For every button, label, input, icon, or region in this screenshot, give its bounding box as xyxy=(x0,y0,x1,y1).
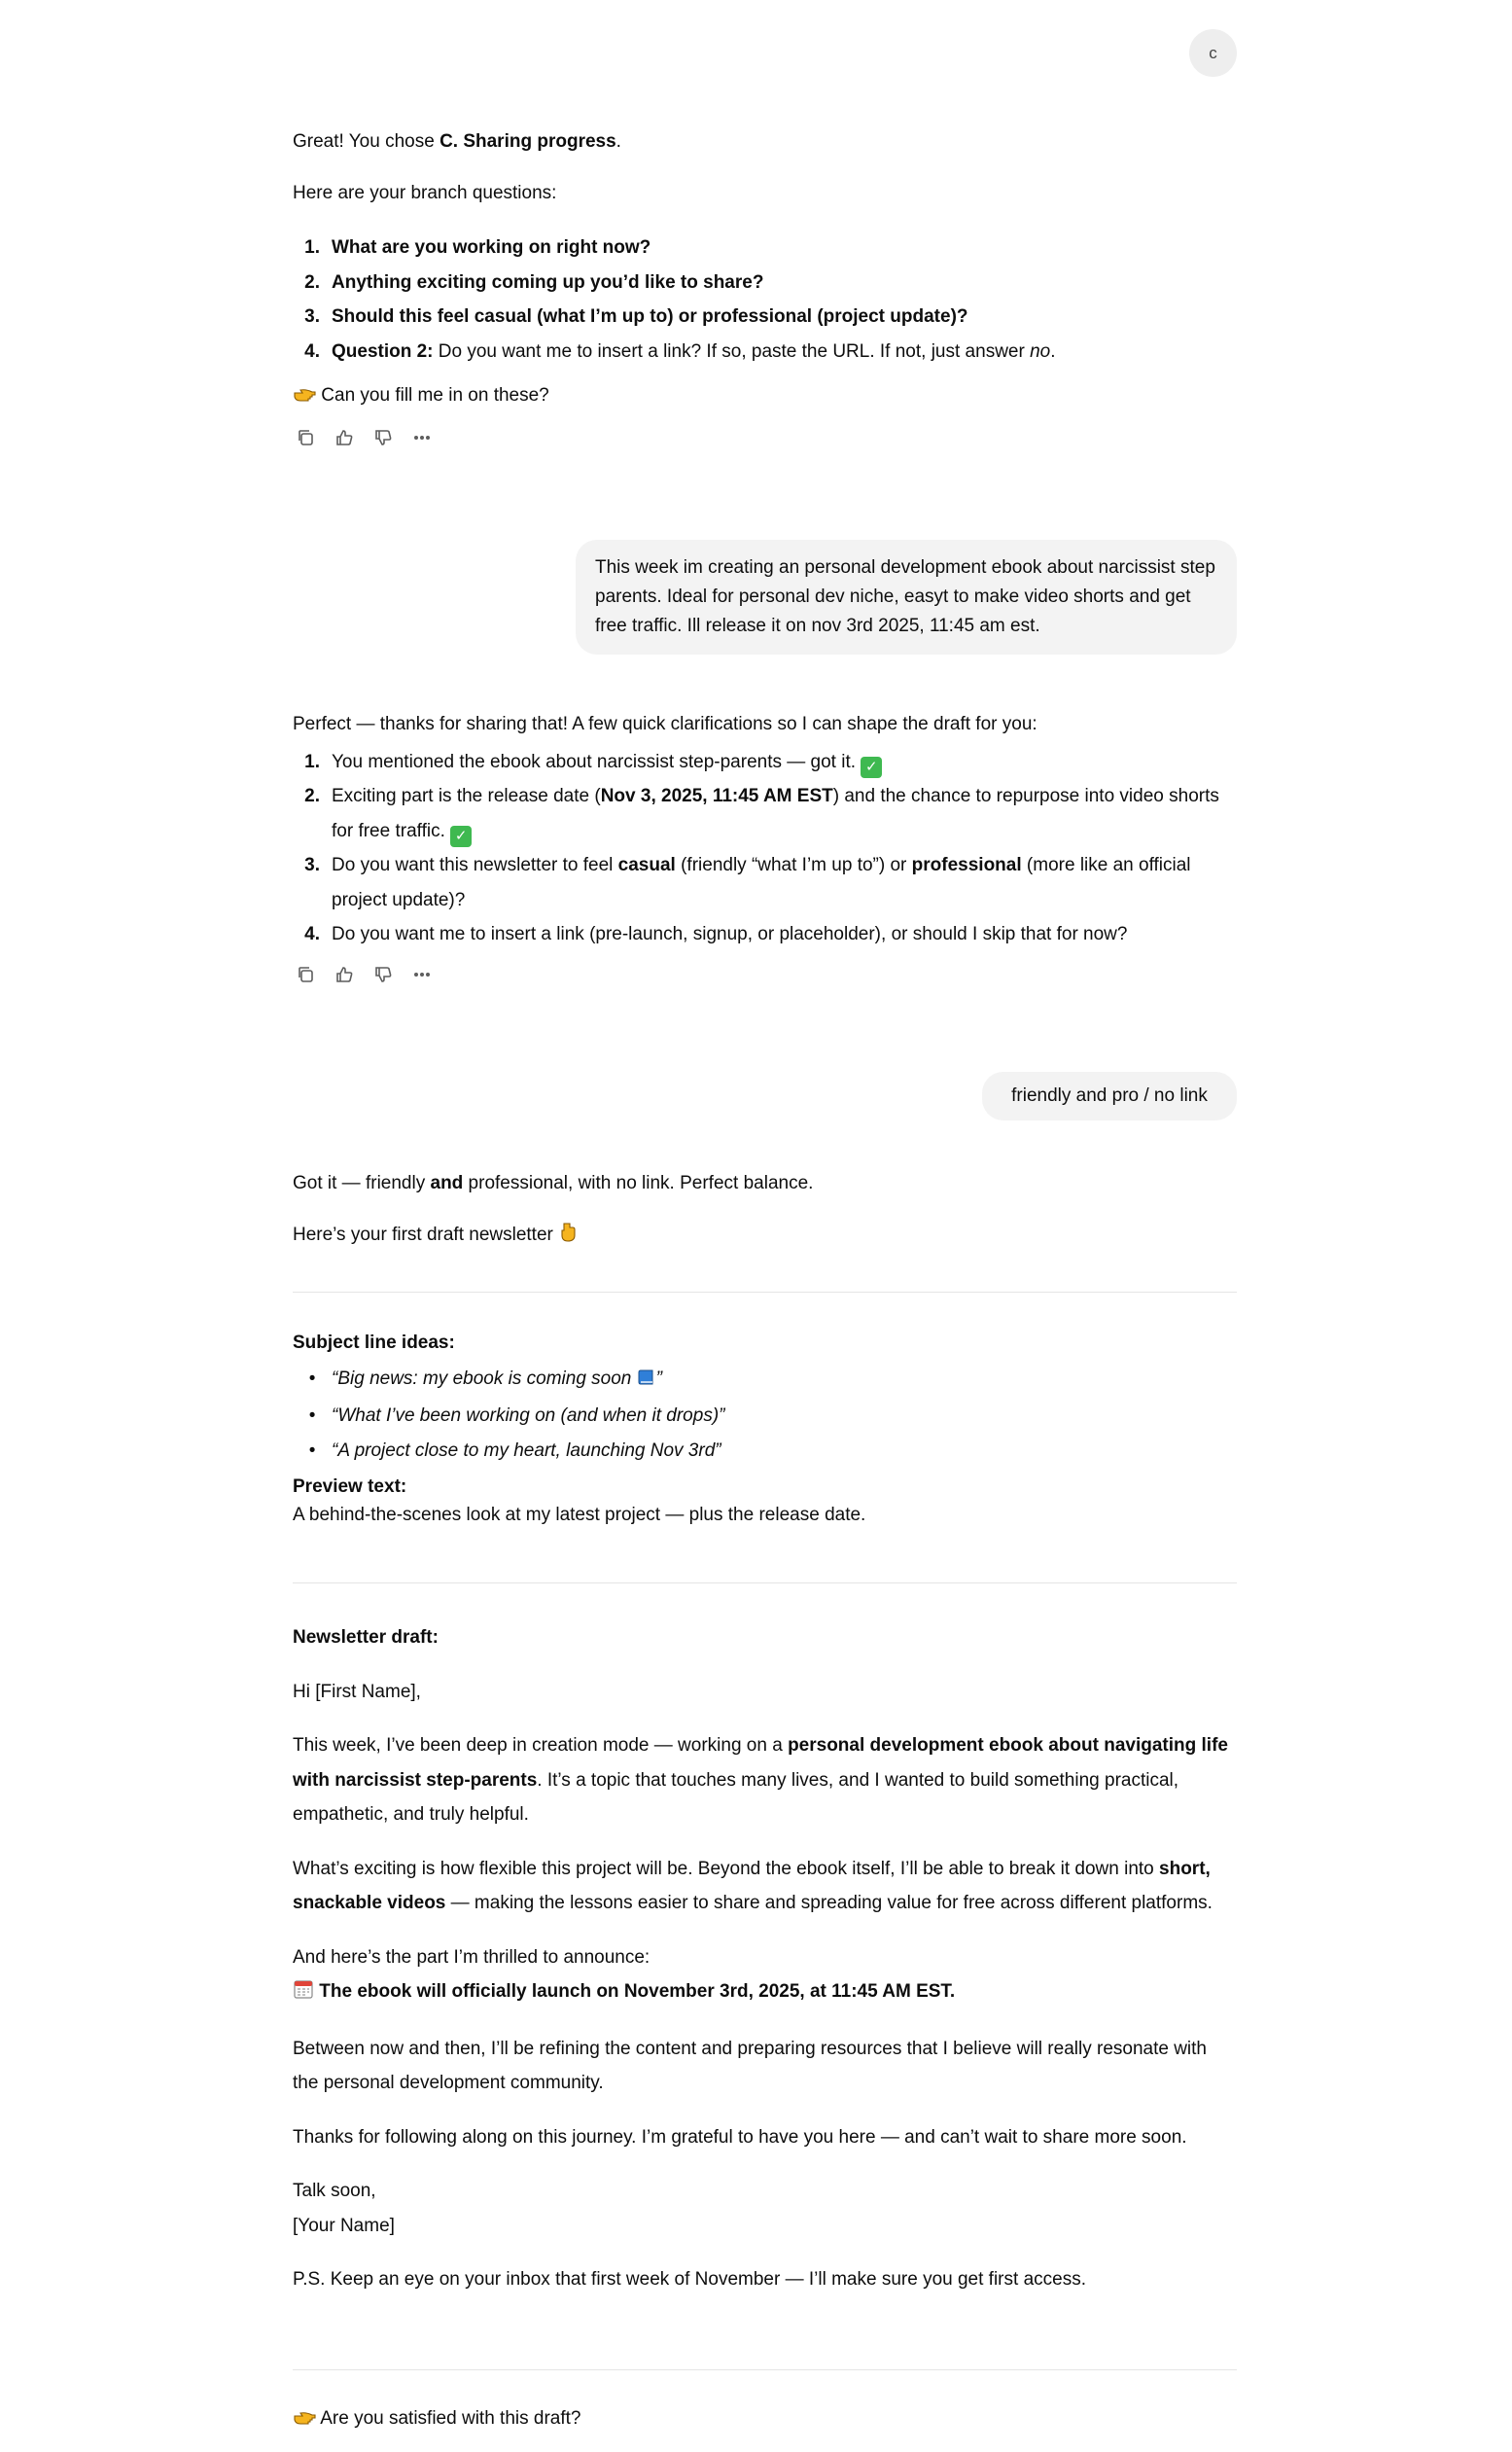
assistant-message-3 xyxy=(293,1170,1237,1252)
thumbs-up-icon[interactable] xyxy=(332,425,357,450)
more-icon[interactable] xyxy=(409,962,435,987)
clarify-intro: Perfect — thanks for sharing that! A few quick clarifications so I can shape the draft for you: xyxy=(293,714,1037,734)
user-avatar[interactable] xyxy=(1189,29,1237,77)
signoff: Talk soon, [Your Name] xyxy=(293,2181,395,2236)
calendar-icon xyxy=(293,1977,314,2012)
pointing-hand-icon xyxy=(293,2407,316,2436)
list-item: 2. Exciting part is the release date (Nov 3, 2025, 11:45 AM EST) and the chance to repurpose into video shorts for free traffic. ✓ xyxy=(293,779,1237,848)
list-item: • “What I’ve been working on (and when it drops)” xyxy=(308,1405,725,1426)
thumbs-up-icon[interactable] xyxy=(332,962,357,987)
subject-list xyxy=(293,1362,1237,1469)
divider xyxy=(293,1292,1237,1293)
list-item: 4. Question 2: Do you want me to insert a link? If so, paste the URL. If not, just answer no. xyxy=(304,340,1056,362)
cta-text: Can you fill me in on these? xyxy=(293,382,1237,413)
draft-paragraph: What’s exciting is how flexible this project will be. Beyond the ebook itself, I’ll be able to break it down into short, snackable videos — making the lessons easier to share and spreading value for free across different platforms. xyxy=(293,1858,1213,1913)
greeting: Hi [First Name], xyxy=(293,1681,421,1702)
draft-paragraph: And here’s the part I’m thrilled to announce: The ebook will officially launch on November 3rd, 2025, at 11:45 AM EST. xyxy=(293,1940,1237,2012)
draft-paragraph: Thanks for following along on this journey. I’m grateful to have you here — and can’t wait to share more soon. xyxy=(293,2126,1187,2148)
clarify-list xyxy=(293,745,1237,952)
list-item: 3. Should this feel casual (what I’m up to) or professional (project update)? xyxy=(304,306,968,327)
book-icon xyxy=(637,1365,656,1400)
copy-icon[interactable] xyxy=(293,962,318,987)
assistant-message-1 xyxy=(293,128,1237,450)
list-item: 4. Do you want me to insert a link (pre-launch, signup, or placeholder), or should I skip that for now? xyxy=(304,924,1128,944)
draft-heading: Newsletter draft: xyxy=(293,1627,439,1648)
message-actions xyxy=(293,962,1237,987)
thumbs-down-icon[interactable] xyxy=(370,962,396,987)
draft-paragraph: This week, I’ve been deep in creation mode — working on a personal development ebook about navigating life with narcissist step-parents. It’s a topic that touches many lives, and I wanted to build something practical, empathetic, and truly helpful. xyxy=(293,1735,1228,1825)
first-draft-text: Here’s your first draft newsletter xyxy=(293,1222,1237,1253)
list-item: 3. Do you want this newsletter to feel casual (friendly “what I’m up to”) or professional (more like an official project update)? xyxy=(304,855,1191,910)
thumbs-down-icon[interactable] xyxy=(370,425,396,450)
list-item: 2. Anything exciting coming up you’d like to share? xyxy=(304,271,764,293)
got-it-text: Got it — friendly and professional, with no link. Perfect balance. xyxy=(293,1173,814,1193)
preview-heading: Preview text: xyxy=(293,1476,407,1497)
assistant-message-2 xyxy=(293,711,1237,987)
check-mark-icon: ✓ xyxy=(861,757,882,778)
user-message-text: friendly and pro / no link xyxy=(1011,1085,1208,1106)
user-message-2 xyxy=(982,1072,1237,1120)
draft-paragraph: Between now and then, I’ll be refining the content and preparing resources that I believe will really resonate with the personal development community. xyxy=(293,2038,1207,2093)
user-message-1 xyxy=(576,540,1237,655)
pointing-hand-icon xyxy=(293,384,316,413)
copy-icon[interactable] xyxy=(293,425,318,450)
avatar-initial: c xyxy=(1209,43,1217,62)
check-mark-icon: ✓ xyxy=(450,826,472,847)
newsletter-draft xyxy=(293,1620,1237,2297)
user-message-text: This week im creating an personal development ebook about narcissist step parents. Ideal for personal dev niche, easyt to make video shorts and get free traffic. Ill release it on nov 3rd 2025, 11:45 am est. xyxy=(595,557,1215,637)
list-item: 1. What are you working on right now? xyxy=(304,237,651,258)
intro-text: Great! You chose C. Sharing progress. xyxy=(293,131,621,152)
branch-text: Here are your branch questions: xyxy=(293,182,557,203)
divider xyxy=(293,1582,1237,1583)
list-item: • “A project close to my heart, launching Nov 3rd” xyxy=(308,1439,721,1461)
list-item: 1. You mentioned the ebook about narcissist step-parents — got it. ✓ xyxy=(293,745,1237,780)
question-list xyxy=(293,231,1237,369)
divider xyxy=(293,2369,1237,2370)
list-item: • “Big news: my ebook is coming soon ” xyxy=(293,1362,1237,1400)
subject-heading: Subject line ideas: xyxy=(293,1333,455,1353)
subject-section xyxy=(293,1330,1237,1529)
pointing-down-icon xyxy=(558,1222,578,1253)
message-actions xyxy=(293,425,1237,450)
more-icon[interactable] xyxy=(409,425,435,450)
preview-text: A behind-the-scenes look at my latest project — plus the release date. xyxy=(293,1504,866,1525)
satisfied-question xyxy=(293,2405,1237,2436)
satisfied-text: Are you satisfied with this draft? xyxy=(293,2405,1237,2436)
ps-text: P.S. Keep an eye on your inbox that first week of November — I’ll make sure you get first access. xyxy=(293,2269,1086,2290)
